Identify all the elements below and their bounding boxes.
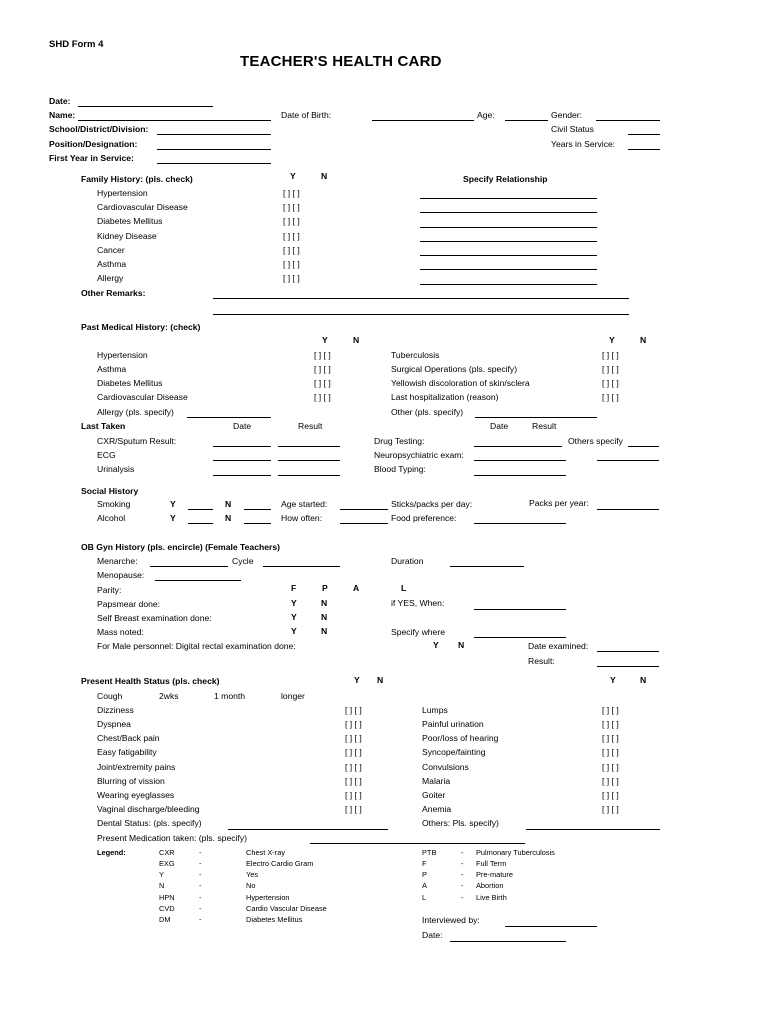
smoking-label: Smoking [97,499,131,509]
legend-abbr: F [422,859,427,868]
relationship-field[interactable] [420,255,597,256]
family-item: Asthma [97,259,127,269]
sticks-packs-label: Sticks/packs per day: [391,499,473,509]
parity-label: Parity: [97,585,122,595]
phs-item: Vaginal discharge/bleeding [97,804,200,814]
school-field[interactable] [157,134,271,135]
legend-abbr: PTB [422,848,437,857]
legend-abbr: Y [159,870,164,879]
phs-item: Dizziness [97,705,134,715]
age-label: Age: [477,110,495,120]
pmh-item: Tuberculosis [391,350,440,360]
phs-item: Wearing eyeglasses [97,790,175,800]
pmh-item: Diabetes Mellitus [97,378,163,388]
past-medical-heading: Past Medical History: (check) [81,322,201,332]
pmh-item: Yellowish discoloration of skin/sclera [391,378,530,388]
relationship-field[interactable] [420,269,597,270]
others-specify-field[interactable] [628,446,659,447]
phs-checkbox[interactable]: [ ] [ ] [345,747,362,757]
pmh-checkbox[interactable]: [ ] [ ] [314,350,331,360]
pmh-checkbox[interactable]: [ ] [ ] [602,364,619,374]
lt-item: CXR/Sputum Result: [97,436,177,446]
pmh-item: Last hospitalization (reason) [391,392,499,402]
years-service-field[interactable] [628,149,660,150]
relationship-field[interactable] [420,284,597,285]
phs-checkbox[interactable]: [ ] [ ] [345,762,362,772]
legend-def: Chest X-ray [246,848,286,857]
phs-checkbox[interactable]: [ ] [ ] [345,705,362,715]
food-preference-label: Food preference: [391,513,457,523]
lt-item: ECG [97,450,116,460]
breast-exam-n[interactable]: N [321,612,328,622]
first-year-field[interactable] [157,163,271,164]
menopause-label: Menopause: [97,570,145,580]
lt-date-field[interactable] [474,475,566,476]
lt-date-header-left: Date [233,421,252,431]
present-medication-field[interactable] [310,843,525,844]
alcohol-n-field[interactable] [244,523,271,524]
papsmear-n[interactable]: N [321,598,328,608]
position-field[interactable] [157,149,271,150]
alcohol-label: Alcohol [97,513,126,523]
result-label: Result: [528,656,555,666]
lt-date-field[interactable] [213,475,271,476]
breast-exam-label: Self Breast examination done: [97,613,212,623]
phs-checkbox[interactable]: [ ] [ ] [345,790,362,800]
alcohol-y-field[interactable] [188,523,213,524]
cough-option[interactable]: 2wks [159,691,179,701]
male-n[interactable]: N [458,640,465,650]
phs-item: Dyspnea [97,719,131,729]
phs-checkbox[interactable]: [ ] [ ] [602,776,619,786]
packs-per-year-field[interactable] [597,509,659,510]
phs-checkbox[interactable]: [ ] [ ] [602,705,619,715]
legend-dash: - [199,859,202,868]
breast-exam-y[interactable]: Y [291,612,297,622]
parity-a: A [353,583,360,593]
footer-date-label: Date: [422,930,443,940]
smoking-n[interactable]: N [225,499,232,509]
family-checkbox[interactable]: [ ] [ ] [283,188,300,198]
ob-gyn-heading: OB Gyn History (pls. encircle) (Female Teachers) [81,542,280,552]
phs-item: Blurring of vission [97,776,165,786]
family-checkbox[interactable]: [ ] [ ] [283,216,300,226]
menarche-field[interactable] [150,566,228,567]
phs-n-header-right: N [640,675,647,685]
phs-item: Joint/extremity pains [97,762,176,772]
last-taken-heading: Last Taken [81,421,126,431]
phs-checkbox[interactable]: [ ] [ ] [345,719,362,729]
pmh-n-header-left: N [353,335,360,345]
pmh-checkbox[interactable]: [ ] [ ] [602,350,619,360]
pmh-item: Asthma [97,364,127,374]
others-label: Others: Pls. specify) [422,818,499,828]
pmh-item: Allergy (pls. specify) [97,407,174,417]
form-number: SHD Form 4 [49,39,104,50]
lt-result-field[interactable] [278,475,340,476]
lt-result-header-right: Result [532,421,557,431]
pmh-checkbox[interactable]: [ ] [ ] [314,392,331,402]
pmh-checkbox[interactable]: [ ] [ ] [314,378,331,388]
phs-item: Chest/Back pain [97,733,160,743]
how-often-field[interactable] [340,523,388,524]
gender-label: Gender: [551,110,583,120]
family-checkbox[interactable]: [ ] [ ] [283,202,300,212]
others-specify-label: Others specify [568,436,623,446]
phs-item: Malaria [422,776,451,786]
pmh-y-header-left: Y [322,335,328,345]
duration-field[interactable] [450,566,524,567]
lt-result-field[interactable] [278,460,340,461]
food-preference-field[interactable] [474,523,566,524]
interviewed-by-label: Interviewed by: [422,915,480,925]
family-item: Cancer [97,245,125,255]
legend-abbr: CVD [159,904,175,913]
lt-result-header-left: Result [298,421,323,431]
smoking-y[interactable]: Y [170,499,176,509]
duration-label: Duration [391,556,424,566]
family-checkbox[interactable]: [ ] [ ] [283,231,300,241]
allergy-specify-field[interactable] [187,417,271,418]
years-service-label: Years in Service: [551,139,616,149]
gender-field[interactable] [596,120,660,121]
menarche-label: Menarche: [97,556,138,566]
legend-abbr: P [422,870,427,879]
mass-noted-y[interactable]: Y [291,626,297,636]
family-checkbox[interactable]: [ ] [ ] [283,259,300,269]
date-examined-field[interactable] [597,651,659,652]
parity-p: P [322,583,328,593]
school-label: School/District/Division: [49,124,149,134]
if-yes-when-field[interactable] [474,609,566,610]
phs-checkbox[interactable]: [ ] [ ] [345,776,362,786]
other-specify-field[interactable] [475,417,597,418]
legend-dash: - [461,859,464,868]
phs-checkbox[interactable]: [ ] [ ] [602,719,619,729]
pmh-checkbox[interactable]: [ ] [ ] [602,392,619,402]
phs-item: Anemia [422,804,452,814]
cough-option[interactable]: longer [281,691,305,701]
legend-dash: - [199,915,202,924]
lt-item: Neuropsychiatric exam: [374,450,464,460]
lt-date-field[interactable] [213,446,271,447]
date-examined-label: Date examined: [528,641,589,651]
phs-item: Syncope/fainting [422,747,486,757]
pmh-checkbox[interactable]: [ ] [ ] [602,378,619,388]
lt-item: Drug Testing: [374,436,425,446]
legend-abbr: N [159,881,165,890]
lt-date-field[interactable] [213,460,271,461]
mass-noted-label: Mass noted: [97,627,144,637]
legend-def: Live Birth [476,893,507,902]
relationship-field[interactable] [420,212,597,213]
parity-f: F [291,583,297,593]
others-field[interactable] [526,829,660,830]
cycle-field[interactable] [263,566,340,567]
other-remarks-label: Other Remarks: [81,288,146,298]
legend-dash: - [461,893,464,902]
alcohol-y[interactable]: Y [170,513,176,523]
relationship-field[interactable] [420,241,597,242]
legend-dash: - [199,870,202,879]
phs-checkbox[interactable]: [ ] [ ] [602,804,619,814]
legend-def: Pulmonary Tuberculosis [476,848,555,857]
packs-per-year-label: Packs per year: [529,498,589,508]
family-item: Cardiovascular Disease [97,202,188,212]
date-field[interactable] [78,106,213,107]
family-history-heading: Family History: (pls. check) [81,174,193,184]
pmh-item: Other (pls. specify) [391,407,464,417]
legend-def: Hypertension [246,893,290,902]
male-y[interactable]: Y [433,640,439,650]
legend-dash: - [461,848,464,857]
pmh-item: Surgical Operations (pls. specify) [391,364,518,374]
page-title: TEACHER'S HEALTH CARD [240,53,442,70]
menopause-field[interactable] [155,580,241,581]
legend-abbr: A [422,881,427,890]
date-label: Date: [49,96,71,106]
phs-y-header-left: Y [354,675,360,685]
phs-checkbox[interactable]: [ ] [ ] [345,804,362,814]
family-n-header: N [321,171,328,181]
other-remarks-field-2[interactable] [213,314,629,315]
smoking-y-field[interactable] [188,509,213,510]
pmh-checkbox[interactable]: [ ] [ ] [314,364,331,374]
if-yes-when-label: if YES, When: [391,598,445,608]
dob-field[interactable] [372,120,474,121]
papsmear-label: Papsmear done: [97,599,161,609]
legend-def: No [246,881,256,890]
family-y-header: Y [290,171,296,181]
phs-item: Goiter [422,790,446,800]
position-label: Position/Designation: [49,139,138,149]
legend-def: Cardio Vascular Disease [246,904,327,913]
legend-abbr: HPN [159,893,175,902]
age-started-label: Age started: [281,499,328,509]
phs-item: Painful urination [422,719,484,729]
dental-status-field[interactable] [228,829,388,830]
cough-label: Cough [97,691,123,701]
parity-l: L [401,583,407,593]
name-field[interactable] [78,120,271,121]
legend-label: Legend: [97,848,126,857]
result-field[interactable] [597,666,659,667]
phs-checkbox[interactable]: [ ] [ ] [602,790,619,800]
footer-date-field[interactable] [450,941,566,942]
specify-where-field[interactable] [474,637,566,638]
phs-y-header-right: Y [610,675,616,685]
phs-checkbox[interactable]: [ ] [ ] [602,747,619,757]
legend-dash: - [199,881,202,890]
legend-def: Diabetes Mellitus [246,915,303,924]
legend-abbr: EXG [159,859,175,868]
other-remarks-field[interactable] [213,298,629,299]
lt-result-field[interactable] [278,446,340,447]
dental-status-label: Dental Status: (pls. specify) [97,818,202,828]
legend-abbr: DM [159,915,171,924]
present-health-heading: Present Health Status (pls. check) [81,676,220,686]
legend-abbr: L [422,893,427,902]
legend-dash: - [199,848,202,857]
lt-date-header-right: Date [490,421,509,431]
name-label: Name: [49,110,76,120]
legend-def: Abortion [476,881,504,890]
legend-abbr: CXR [159,848,175,857]
pmh-item: Cardiovascular Disease [97,392,188,402]
age-field[interactable] [505,120,548,121]
cough-option[interactable]: 1 month [214,691,246,701]
alcohol-n[interactable]: N [225,513,232,523]
legend-def: Electro Cardio Gram [246,859,314,868]
pmh-item: Hypertension [97,350,148,360]
civil-status-field[interactable] [628,134,660,135]
phs-n-header-left: N [377,675,384,685]
others-specify-field-2[interactable] [597,460,659,461]
civil-status-label: Civil Status [551,124,594,134]
lt-date-field[interactable] [474,446,562,447]
family-checkbox[interactable]: [ ] [ ] [283,273,300,283]
papsmear-y[interactable]: Y [291,598,297,608]
family-checkbox[interactable]: [ ] [ ] [283,245,300,255]
age-started-field[interactable] [340,509,388,510]
lt-item: Blood Typing: [374,464,426,474]
mass-noted-n[interactable]: N [321,626,328,636]
phs-checkbox[interactable]: [ ] [ ] [602,733,619,743]
smoking-n-field[interactable] [244,509,271,510]
present-medication-label: Present Medication taken: (pls. specify) [97,833,247,843]
family-item: Allergy [97,273,124,283]
social-history-heading: Social History [81,486,139,496]
family-item: Kidney Disease [97,231,157,241]
relationship-field[interactable] [420,227,597,228]
phs-checkbox[interactable]: [ ] [ ] [602,762,619,772]
interviewed-by-field[interactable] [505,926,597,927]
phs-item: Lumps [422,705,448,715]
dob-label: Date of Birth: [281,110,332,120]
cycle-label: Cycle [232,556,254,566]
family-item: Diabetes Mellitus [97,216,163,226]
legend-def: Yes [246,870,259,879]
how-often-label: How often: [281,513,323,523]
specify-where-label: Specify where [391,627,445,637]
lt-date-field[interactable] [474,460,566,461]
pmh-y-header-right: Y [609,335,615,345]
phs-item: Easy fatigability [97,747,157,757]
specify-relationship-header: Specify Relationship [463,174,548,184]
legend-dash: - [199,893,202,902]
legend-def: Pre-mature [476,870,513,879]
legend-dash: - [199,904,202,913]
male-personnel-label: For Male personnel: Digital rectal examination done: [97,641,296,651]
phs-item: Poor/loss of hearing [422,733,499,743]
legend-dash: - [461,881,464,890]
legend-dash: - [461,870,464,879]
phs-checkbox[interactable]: [ ] [ ] [345,733,362,743]
pmh-n-header-right: N [640,335,647,345]
lt-item: Urinalysis [97,464,135,474]
phs-item: Convulsions [422,762,469,772]
relationship-field[interactable] [420,198,597,199]
legend-def: Full Term [476,859,507,868]
family-item: Hypertension [97,188,148,198]
first-year-label: First Year in Service: [49,153,134,163]
